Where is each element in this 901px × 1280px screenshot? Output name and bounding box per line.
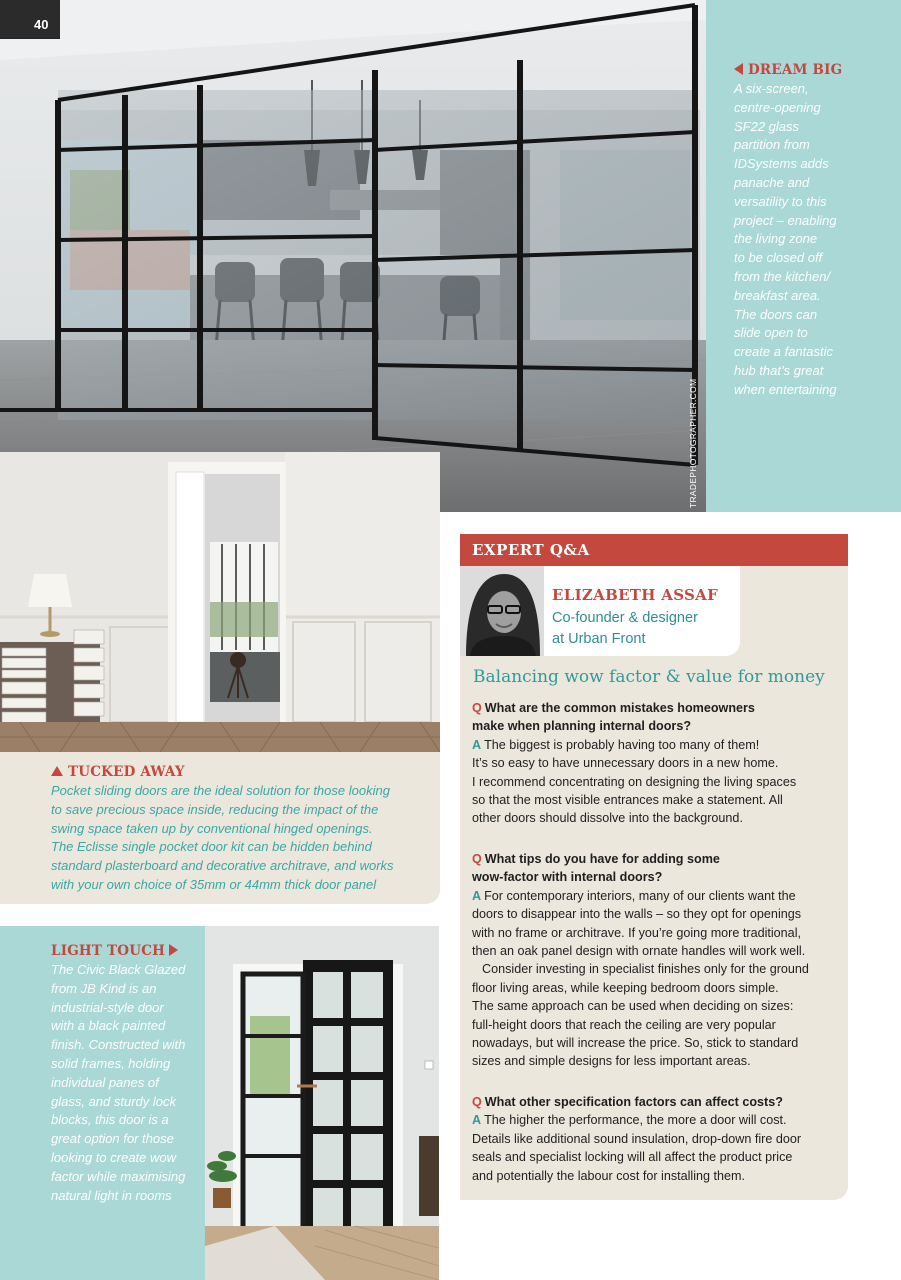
question-1-line-2: make when planning internal doors? <box>472 719 692 734</box>
text-line-content: For contemporary interiors, many of our clients want the <box>484 888 796 903</box>
tucked-away-caption-panel <box>0 752 440 904</box>
tucked-away-heading <box>51 764 185 780</box>
text-line-content: sizes and simple designs for less important areas. <box>472 1054 751 1069</box>
caption-line <box>734 343 899 362</box>
text-line-content: nowadays, but will increase the price. So, stick to standard <box>472 1036 799 1051</box>
caption-line <box>734 324 899 343</box>
answer-line <box>472 1130 842 1148</box>
text-line-content: full-height doors that reach the ceiling are very popular <box>472 1017 776 1032</box>
text-line-content: individual panes of <box>51 1074 159 1090</box>
text-line-content: The higher the performance, the more a door will cost. <box>484 1113 787 1128</box>
dream-big-caption-panel <box>706 0 901 512</box>
caption-line <box>734 381 899 400</box>
pocket-door-illustration <box>0 452 440 752</box>
text-line-content: other doors should dissolve into the background. <box>472 811 743 826</box>
answer-line <box>472 1034 842 1052</box>
caption-line <box>734 174 899 193</box>
caption-line <box>51 820 436 839</box>
answer-line <box>472 887 842 905</box>
text-line-content: slide open to <box>734 325 808 341</box>
kitchen-partition-photo <box>0 0 706 512</box>
text-line-content: centre-opening <box>734 99 821 115</box>
question-2-line-1: What tips do you have for adding some <box>484 852 720 866</box>
text-line-content: SF22 glass <box>734 118 800 134</box>
text-line-content: The Civic Black Glazed <box>51 962 186 977</box>
expert-role-line-2: at Urban Front <box>552 631 646 647</box>
question-marker: Q <box>472 701 482 715</box>
text-line-content: with a black painted <box>51 1018 166 1034</box>
caption-line <box>734 249 899 268</box>
caption-line <box>51 1017 201 1036</box>
answer-2-continued <box>472 960 842 1070</box>
caption-line <box>734 268 899 287</box>
caption-line <box>51 857 436 876</box>
caption-line <box>51 1055 201 1074</box>
text-line-content: the living zone <box>734 231 818 247</box>
caption-line <box>51 961 201 980</box>
text-line-content: with no frame or architrave. If you’re going more traditional, <box>472 925 801 940</box>
caption-line <box>734 155 899 174</box>
answer-line <box>472 997 842 1015</box>
question-3-line-1: What other specification factors can affect costs? <box>484 1095 783 1109</box>
pocket-door-photo <box>0 452 440 752</box>
text-line-content: looking to create wow <box>51 1149 177 1165</box>
answer-marker: A <box>472 1113 482 1128</box>
tucked-away-caption-text <box>51 782 436 895</box>
dream-big-caption-text <box>734 80 899 400</box>
black-door-illustration <box>205 926 439 1280</box>
text-line-content: from the kitchen/ <box>734 268 831 284</box>
qa-title: Balancing wow factor & value for money <box>473 667 825 687</box>
light-touch-caption-text <box>51 961 201 1205</box>
caption-line <box>734 193 899 212</box>
text-line-content: solid frames, holding <box>51 1055 171 1071</box>
text-line-content: standard plasterboard and decorative architrave, and works <box>51 858 394 874</box>
answer-line <box>472 736 842 754</box>
qa-item-1 <box>472 699 842 828</box>
caption-line <box>51 1036 201 1055</box>
text-line-content: from JB Kind is an <box>51 980 157 996</box>
answer-marker: A <box>472 737 482 752</box>
text-line-content: factor while maximising <box>51 1168 186 1184</box>
answer-line <box>472 979 842 997</box>
text-line-content: versatility to this <box>734 193 827 209</box>
expert-role-line-1: Co-founder & designer <box>552 610 698 626</box>
answer-line <box>472 809 842 827</box>
text-line-content: The doors can <box>734 306 818 322</box>
text-line-content: when entertaining <box>734 381 837 397</box>
answer-line <box>472 791 842 809</box>
text-line-content: industrial-style door <box>51 999 164 1015</box>
caption-line <box>734 362 899 381</box>
light-touch-caption-panel <box>0 926 205 1280</box>
answer-1 <box>472 736 842 828</box>
photo-credit: TRADEPHOTOGRAPHER.COM <box>688 378 698 508</box>
text-line-content: finish. Constructed with <box>51 1037 186 1053</box>
answer-line <box>472 905 842 923</box>
text-line-content: floor living areas, while keeping bedroom doors simple. <box>472 980 779 995</box>
pointer-right-icon <box>169 944 178 956</box>
text-line-content: The same approach can be used when deciding on sizes: <box>472 999 794 1014</box>
answer-line <box>472 1111 842 1129</box>
qa-item-3 <box>472 1093 842 1185</box>
page-number-rule <box>0 38 60 39</box>
text-line-content: It’s so easy to have unnecessary doors in a new home. <box>472 756 779 771</box>
caption-line <box>51 1074 201 1093</box>
text-line-content: IDSystems adds <box>734 156 829 172</box>
black-glazed-door-photo <box>205 926 439 1280</box>
answer-line <box>472 754 842 772</box>
kitchen-illustration <box>0 0 706 512</box>
text-line-content: Details like additional sound insulation, drop-down fire door <box>472 1131 802 1146</box>
caption-line <box>51 782 436 801</box>
question-3 <box>472 1093 842 1111</box>
text-line-content: great option for those <box>51 1131 174 1147</box>
question-1-line-1: What are the common mistakes homeowners <box>484 701 755 715</box>
expert-name: ELIZABETH ASSAF <box>552 586 719 604</box>
text-line-content: with your own choice of 35mm or 44mm thick door panel <box>51 876 377 892</box>
text-line-content: swing space taken up by conventional hinged openings. <box>51 820 373 836</box>
answer-line <box>472 924 842 942</box>
text-line-content: glass, and sturdy lock <box>51 1093 177 1109</box>
caption-line <box>734 230 899 249</box>
text-line-content: create a fantastic <box>734 344 833 360</box>
text-line-content: The biggest is probably having too many of them! <box>484 737 760 752</box>
question-1 <box>472 699 842 717</box>
text-line-content: then an oak panel design with ornate handles will work well. <box>472 944 806 959</box>
text-line-content: project – enabling <box>734 212 837 228</box>
caption-line <box>734 212 899 231</box>
question-marker: Q <box>472 852 482 866</box>
caption-line <box>734 118 899 137</box>
expert-portrait <box>460 566 544 656</box>
dream-big-heading <box>734 62 842 78</box>
answer-line <box>472 1052 842 1070</box>
answer-marker: A <box>472 888 482 903</box>
text-line-content: and potentially the labour cost for installing them. <box>472 1168 746 1183</box>
caption-line <box>51 876 436 895</box>
question-2 <box>472 850 842 868</box>
caption-line <box>51 999 201 1018</box>
text-line-content: A six-screen, <box>734 81 809 96</box>
answer-line <box>472 1148 842 1166</box>
answer-line <box>472 1167 842 1185</box>
answer-2 <box>472 887 842 961</box>
caption-line <box>51 801 436 820</box>
answer-line <box>472 1016 842 1034</box>
caption-line <box>51 838 436 857</box>
expert-qa-label: EXPERT Q&A <box>460 534 848 566</box>
light-touch-heading <box>51 943 178 959</box>
caption-line <box>51 1093 201 1112</box>
text-line-content: Consider investing in specialist finishes only for the ground <box>482 962 809 977</box>
text-line-content: breakfast area. <box>734 287 821 303</box>
caption-line <box>51 980 201 999</box>
text-line-content: The Eclisse single pocket door kit can be hidden behind <box>51 839 372 855</box>
caption-line <box>51 1168 201 1187</box>
expert-portrait-illustration <box>460 566 544 656</box>
caption-line <box>734 136 899 155</box>
caption-line <box>734 99 899 118</box>
text-line-content: Pocket sliding doors are the ideal solution for those looking <box>51 783 390 798</box>
text-line-content: to be closed off <box>734 250 823 266</box>
pointer-up-icon <box>51 766 63 776</box>
caption-line <box>734 306 899 325</box>
answer-line <box>472 960 842 978</box>
text-line-content: panache and <box>734 174 810 190</box>
caption-line <box>51 1187 201 1206</box>
caption-line <box>51 1111 201 1130</box>
text-line-content: doors to disappear into the walls – so they opt for openings <box>472 907 802 922</box>
qa-item-2 <box>472 850 842 1071</box>
caption-line <box>734 80 899 99</box>
caption-line <box>51 1149 201 1168</box>
answer-line <box>472 773 842 791</box>
dream-big-heading-text: DREAM BIG <box>748 62 843 78</box>
text-line-content: partition from <box>734 137 810 153</box>
text-line-content: seals and specialist locking will all affect the product price <box>472 1150 793 1165</box>
text-line-content: so that the most visible entrances make a statement. All <box>472 793 783 808</box>
text-line-content: natural light in rooms <box>51 1187 172 1203</box>
light-touch-heading-text: LIGHT TOUCH <box>51 943 166 959</box>
caption-line <box>734 287 899 306</box>
text-line-content: blocks, this door is a <box>51 1112 169 1128</box>
text-line-content: hub that’s great <box>734 362 824 378</box>
question-2-line-2: wow-factor with internal doors? <box>472 870 663 885</box>
answer-3 <box>472 1111 842 1185</box>
caption-line <box>51 1130 201 1149</box>
answer-line <box>472 942 842 960</box>
expert-role <box>552 608 732 650</box>
question-marker: Q <box>472 1095 482 1109</box>
text-line-content: to save precious space inside, reducing the impact of the <box>51 801 379 817</box>
pointer-left-icon <box>734 63 743 75</box>
text-line-content: I recommend concentrating on designing the living spaces <box>472 774 797 789</box>
page-number: 40 <box>0 0 60 38</box>
tucked-away-heading-text: TUCKED AWAY <box>68 764 185 780</box>
